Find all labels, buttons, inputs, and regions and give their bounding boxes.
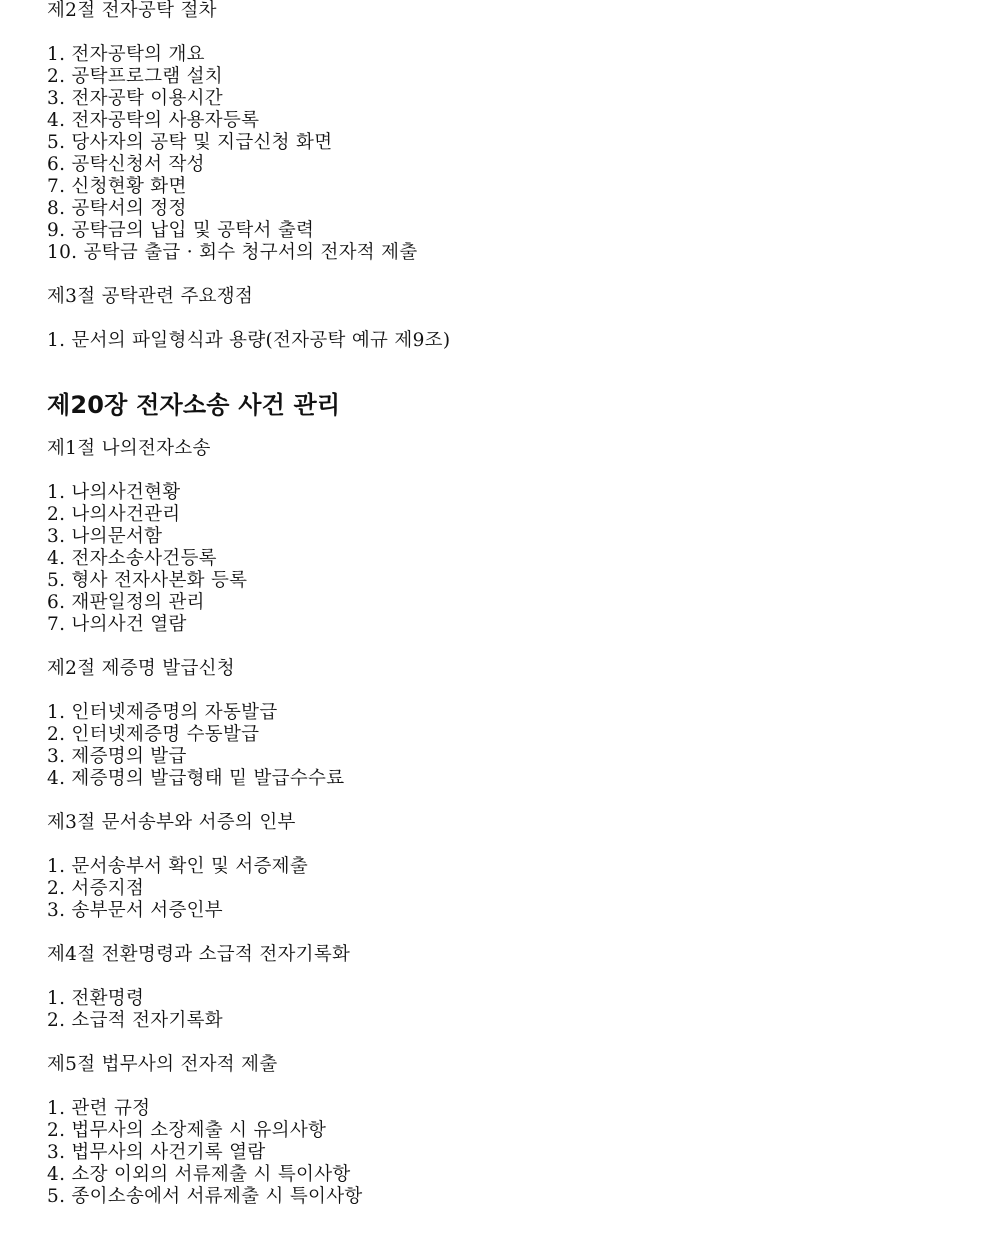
spacer <box>47 1076 972 1098</box>
spacer <box>47 420 972 438</box>
list-item: 1. 인터넷제증명의 자동발급 <box>47 702 278 723</box>
list-item: 3. 법무사의 사건기록 열람 <box>47 1142 266 1163</box>
list-item: 1. 관련 규정 <box>47 1098 151 1119</box>
list-item: 2. 서증지점 <box>47 878 145 899</box>
list-item: 2. 법무사의 소장제출 시 유의사항 <box>47 1120 327 1141</box>
spacer <box>47 264 972 286</box>
list-item: 2. 인터넷제증명 수동발급 <box>47 724 260 745</box>
section-heading: 제3절 문서송부와 서증의 인부 <box>47 812 296 833</box>
spacer <box>47 834 972 856</box>
list-item: 4. 전자공탁의 사용자등록 <box>47 110 260 131</box>
spacer <box>47 22 972 44</box>
spacer <box>47 460 972 482</box>
section-heading: 제5절 법무사의 전자적 제출 <box>47 1054 278 1075</box>
section-heading: 제1절 나의전자소송 <box>47 438 211 459</box>
list-item: 9. 공탁금의 납입 및 공탁서 출력 <box>47 220 315 241</box>
document-body <box>47 0 972 1208</box>
spacer <box>47 680 972 702</box>
list-item: 1. 나의사건현황 <box>47 482 181 503</box>
list-item: 1. 전자공탁의 개요 <box>47 44 205 65</box>
chapter-title: 제20장 전자소송 사건 관리 <box>47 391 341 419</box>
list-item: 2. 소급적 전자기록화 <box>47 1010 223 1031</box>
spacer <box>47 1032 972 1054</box>
list-item: 3. 나의문서함 <box>47 526 163 547</box>
spacer <box>47 308 972 330</box>
list-item: 7. 신청현황 화면 <box>47 176 187 197</box>
list-item: 1. 문서송부서 확인 및 서증제출 <box>47 856 309 877</box>
list-item: 6. 재판일정의 관리 <box>47 592 205 613</box>
section-heading: 제2절 전자공탁 절차 <box>47 0 217 21</box>
spacer <box>47 922 972 944</box>
list-item: 4. 전자소송사건등록 <box>47 548 217 569</box>
spacer <box>47 790 972 812</box>
spacer <box>47 636 972 658</box>
list-item: 7. 나의사건 열람 <box>47 614 187 635</box>
list-item: 4. 제증명의 발급형태 밑 발급수수료 <box>47 768 345 789</box>
list-item: 10. 공탁금 출급 · 회수 청구서의 전자적 제출 <box>47 242 418 263</box>
section-heading: 제3절 공탁관련 주요쟁점 <box>47 286 254 307</box>
list-item: 8. 공탁서의 정정 <box>47 198 187 219</box>
section-heading: 제2절 제증명 발급신청 <box>47 658 235 679</box>
list-item: 3. 송부문서 서증인부 <box>47 900 223 921</box>
section-heading: 제4절 전환명령과 소급적 전자기록화 <box>47 944 351 965</box>
list-item: 3. 전자공탁 이용시간 <box>47 88 223 109</box>
list-item: 1. 전환명령 <box>47 988 145 1009</box>
list-item: 5. 종이소송에서 서류제출 시 특이사항 <box>47 1186 363 1207</box>
list-item: 3. 제증명의 발급 <box>47 746 187 767</box>
list-item: 6. 공탁신청서 작성 <box>47 154 205 175</box>
list-item: 5. 당사자의 공탁 및 지급신청 화면 <box>47 132 333 153</box>
list-item: 2. 나의사건관리 <box>47 504 181 525</box>
list-item: 1. 문서의 파일형식과 용량(전자공탁 예규 제9조) <box>47 330 451 351</box>
list-item: 5. 형사 전자사본화 등록 <box>47 570 248 591</box>
spacer <box>47 966 972 988</box>
list-item: 2. 공탁프로그램 설치 <box>47 66 223 87</box>
spacer <box>47 352 972 390</box>
list-item: 4. 소장 이외의 서류제출 시 특이사항 <box>47 1164 351 1185</box>
